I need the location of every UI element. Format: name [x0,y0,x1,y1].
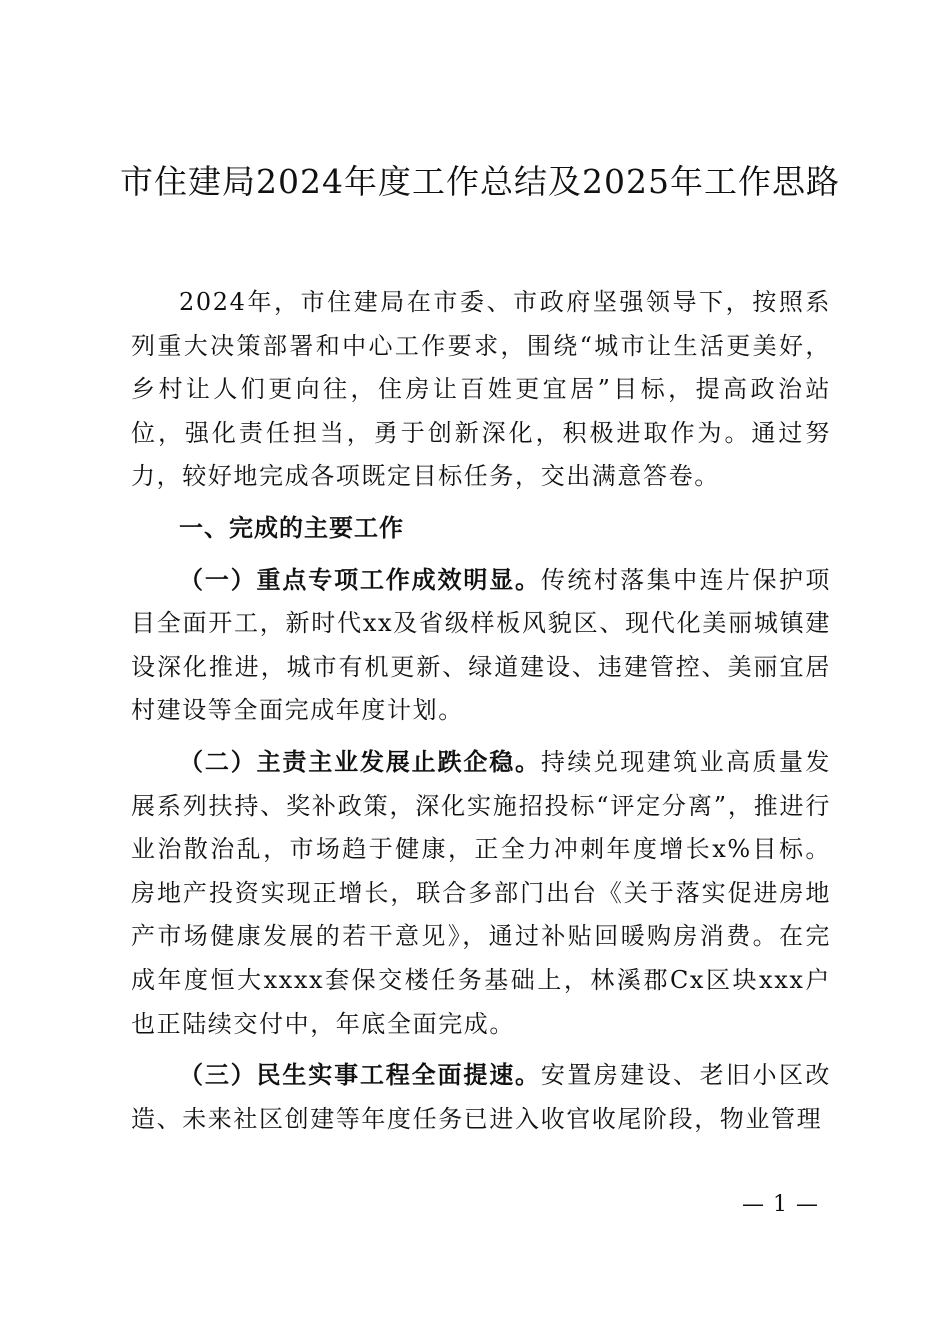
item-paragraph-3 [131,1054,831,1141]
document-body [131,281,831,1141]
item-paragraph-1 [131,559,831,733]
item-text-3: 安置房建设、老旧小区改造、未来社区创建等年度任务已进入收官收尾阶段，物业管理 [131,1061,832,1133]
item-paragraph-2 [131,741,831,1046]
section-heading: 一、完成的主要工作 [179,513,404,542]
item-text-2: 持续兑现建筑业高质量发展系列扶持、奖补政策，深化实施招投标“评定分离”，推进行业治散治乱，市场趋于健康，正全力冲刺年度增长x%目标。房地产投资实现正增长，联合多部门出台《关于落实促进房地产市场健康发展的若干意见》，通过补贴回暖购房消费。在完成年度恒大xxxx套保交楼任务基础上，林溪郡Cx区块xxx户也正陆续交付中，年底全面完成。 [131,747,832,1038]
item-lead-3: （三）民生实事工程全面提速。 [179,1061,541,1090]
document-title: 市住建局2024年度工作总结及2025年工作思路 [120,162,840,201]
item-text-1: 传统村落集中连片保护项目全面开工，新时代xx及省级样板风貌区、现代化美丽城镇建设深化推进，城市有机更新、绿道建设、违建管控、美丽宜居村建设等全面完成年度计划。 [131,565,832,725]
item-lead-2: （二）主责主业发展止跌企稳。 [179,747,541,776]
page-number: — 1 — [742,1192,819,1217]
intro-paragraph: 2024年，市住建局在市委、市政府坚强领导下，按照系列重大决策部署和中心工作要求，围绕“城市让生活更美好，乡村让人们更向往，住房让百姓更宜居”目标，提高政治站位，强化责任担当，勇于创新深化，积极进取作为。通过努力，较好地完成各项既定目标任务，交出满意答卷。 [131,288,831,491]
item-lead-1: （一）重点专项工作成效明显。 [179,565,541,594]
